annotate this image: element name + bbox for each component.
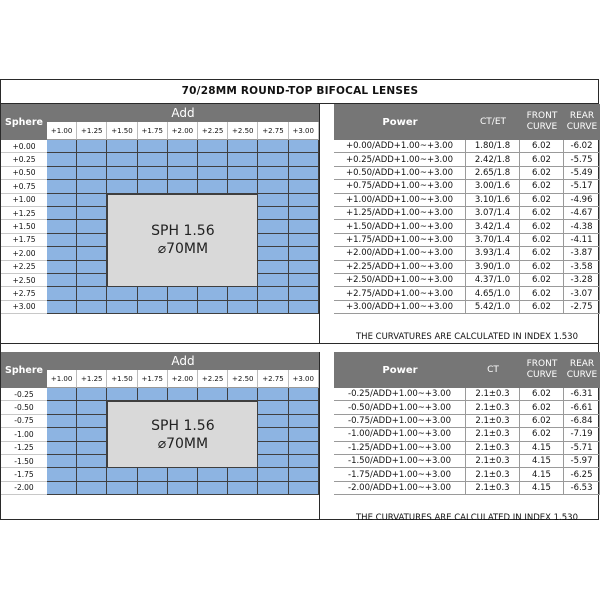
availability-cell: [168, 482, 198, 495]
table-cell: -1.50/ADD+1.00~+3.00: [334, 455, 466, 468]
availability-cell: [47, 301, 77, 314]
table-cell: -2.75: [564, 301, 600, 314]
sphere-row-label: +2.25: [1, 261, 47, 274]
column-header-0: Power: [334, 104, 466, 140]
availability-cell: [168, 153, 198, 166]
table-cell: +1.25/ADD+1.00~+3.00: [334, 207, 466, 220]
availability-cell: [198, 180, 228, 193]
sphere-row-label: -0.25: [1, 388, 47, 401]
availability-cell: [107, 468, 137, 481]
column-header-1: CT: [466, 352, 520, 388]
add-column-head: +1.25: [77, 370, 107, 388]
availability-cell: [107, 180, 137, 193]
availability-cell: [258, 287, 288, 300]
sphere-row-label: +1.00: [1, 194, 47, 207]
availability-cell: [168, 140, 198, 153]
table-cell: +0.00/ADD+1.00~+3.00: [334, 140, 466, 153]
availability-cell: [168, 180, 198, 193]
diameter-label: ⌀70MM: [157, 241, 209, 258]
sphere-row-label: -1.25: [1, 442, 47, 455]
add-column-head: +2.50: [228, 370, 258, 388]
table-cell: 2.1±0.3: [466, 401, 520, 414]
availability-cell: [77, 234, 107, 247]
sph-info-box: [107, 194, 258, 288]
availability-cell: [228, 388, 258, 401]
availability-cell: [77, 261, 107, 274]
availability-cell: [47, 220, 77, 233]
add-column-head: +2.00: [168, 122, 198, 140]
availability-cell: [77, 140, 107, 153]
availability-cell: [289, 388, 319, 401]
add-column-head: +1.75: [138, 122, 168, 140]
table-cell: +0.50/ADD+1.00~+3.00: [334, 167, 466, 180]
availability-cell: [289, 415, 319, 428]
availability-cell: [289, 180, 319, 193]
table-cell: -6.53: [564, 482, 600, 495]
availability-cell: [47, 428, 77, 441]
availability-cell: [258, 442, 288, 455]
availability-cell: [289, 468, 319, 481]
sphere-row-label: +0.50: [1, 167, 47, 180]
table-cell: 4.37/1.0: [466, 274, 520, 287]
sphere-row-label: +1.25: [1, 207, 47, 220]
table-cell: +2.25/ADD+1.00~+3.00: [334, 261, 466, 274]
sphere-row-label: +2.50: [1, 274, 47, 287]
column-header-3: REAR CURVE: [564, 352, 600, 388]
table-cell: +2.00/ADD+1.00~+3.00: [334, 247, 466, 260]
availability-cell: [47, 468, 77, 481]
index-note: THE CURVATURES ARE CALCULATED IN INDEX 1.530: [355, 332, 578, 343]
availability-cell: [138, 140, 168, 153]
sphere-row-label: +0.00: [1, 140, 47, 153]
table-cell: -0.75/ADD+1.00~+3.00: [334, 415, 466, 428]
add-column-head: +2.75: [258, 370, 288, 388]
availability-cell: [138, 287, 168, 300]
table-cell: 2.1±0.3: [466, 455, 520, 468]
table-cell: -4.96: [564, 194, 600, 207]
sphere-row-label: +3.00: [1, 301, 47, 314]
add-column-head: +2.00: [168, 370, 198, 388]
table-cell: 6.02: [520, 301, 564, 314]
availability-cell: [289, 274, 319, 287]
add-column-head: +1.25: [77, 122, 107, 140]
availability-cell: [138, 167, 168, 180]
table-cell: 5.42/1.0: [466, 301, 520, 314]
sph-label: SPH 1.56: [151, 223, 215, 240]
table-cell: -0.50/ADD+1.00~+3.00: [334, 401, 466, 414]
table-cell: 2.65/1.8: [466, 167, 520, 180]
availability-cell: [77, 388, 107, 401]
availability-cell: [168, 468, 198, 481]
availability-cell: [198, 468, 228, 481]
availability-cell: [198, 301, 228, 314]
availability-cell: [77, 482, 107, 495]
availability-cell: [107, 301, 137, 314]
diameter-label: ⌀70MM: [157, 435, 209, 452]
table-cell: 6.02: [520, 261, 564, 274]
table-cell: -1.75/ADD+1.00~+3.00: [334, 468, 466, 481]
table-cell: 4.15: [520, 482, 564, 495]
column-separator: [319, 104, 320, 343]
availability-cell: [258, 194, 288, 207]
page-title: 70/28MM ROUND-TOP BIFOCAL LENSES: [1, 80, 599, 104]
sphere-row-label: +0.25: [1, 153, 47, 166]
table-cell: 1.80/1.8: [466, 140, 520, 153]
table-cell: 6.02: [520, 287, 564, 300]
availability-cell: [47, 167, 77, 180]
availability-cell: [168, 287, 198, 300]
availability-cell: [77, 247, 107, 260]
table-cell: 6.02: [520, 401, 564, 414]
availability-cell: [47, 401, 77, 414]
table-cell: -1.00/ADD+1.00~+3.00: [334, 428, 466, 441]
add-column-head: +1.00: [47, 122, 77, 140]
availability-cell: [228, 301, 258, 314]
section-divider: [1, 343, 599, 344]
sphere-row-label: +2.00: [1, 247, 47, 260]
availability-cell: [258, 234, 288, 247]
sphere-row-label: +0.75: [1, 180, 47, 193]
availability-cell: [289, 428, 319, 441]
availability-cell: [289, 442, 319, 455]
availability-cell: [77, 274, 107, 287]
table-cell: 3.70/1.4: [466, 234, 520, 247]
availability-cell: [289, 247, 319, 260]
sphere-row-label: +1.50: [1, 220, 47, 233]
availability-cell: [289, 167, 319, 180]
table-cell: -5.97: [564, 455, 600, 468]
availability-cell: [228, 153, 258, 166]
table-cell: -3.87: [564, 247, 600, 260]
availability-cell: [228, 468, 258, 481]
availability-cell: [77, 428, 107, 441]
availability-cell: [77, 180, 107, 193]
column-header-3: REAR CURVE: [564, 104, 600, 140]
availability-cell: [47, 194, 77, 207]
table-cell: -6.84: [564, 415, 600, 428]
table-cell: 6.02: [520, 140, 564, 153]
add-column-head: +3.00: [289, 370, 319, 388]
availability-cell: [107, 388, 137, 401]
availability-cell: [47, 153, 77, 166]
table-cell: 4.15: [520, 442, 564, 455]
sphere-row-label: -1.75: [1, 468, 47, 481]
sphere-row-label: -1.00: [1, 428, 47, 441]
table-cell: 6.02: [520, 247, 564, 260]
sphere-row-label: -0.75: [1, 415, 47, 428]
availability-cell: [289, 455, 319, 468]
table-cell: 6.02: [520, 153, 564, 166]
availability-cell: [289, 140, 319, 153]
table-cell: -1.25/ADD+1.00~+3.00: [334, 442, 466, 455]
availability-cell: [107, 482, 137, 495]
availability-cell: [258, 301, 288, 314]
availability-cell: [77, 468, 107, 481]
availability-cell: [289, 301, 319, 314]
availability-cell: [77, 415, 107, 428]
table-cell: 2.1±0.3: [466, 442, 520, 455]
table-cell: 3.42/1.4: [466, 220, 520, 233]
table-cell: 2.1±0.3: [466, 428, 520, 441]
availability-cell: [47, 234, 77, 247]
table-cell: 6.02: [520, 274, 564, 287]
availability-cell: [258, 468, 288, 481]
table-cell: +1.00/ADD+1.00~+3.00: [334, 194, 466, 207]
add-column-head: +2.25: [198, 370, 228, 388]
availability-cell: [47, 207, 77, 220]
availability-cell: [289, 207, 319, 220]
availability-cell: [47, 415, 77, 428]
sphere-row-label: -1.50: [1, 455, 47, 468]
availability-cell: [258, 220, 288, 233]
table-cell: 6.02: [520, 428, 564, 441]
sphere-row-label: -2.00: [1, 482, 47, 495]
table-cell: 2.1±0.3: [466, 482, 520, 495]
table-cell: +1.75/ADD+1.00~+3.00: [334, 234, 466, 247]
availability-cell: [258, 180, 288, 193]
availability-cell: [47, 482, 77, 495]
availability-cell: [47, 261, 77, 274]
table-cell: -5.17: [564, 180, 600, 193]
availability-cell: [289, 482, 319, 495]
availability-cell: [107, 167, 137, 180]
add-column-head: +1.50: [107, 122, 137, 140]
table-cell: 2.42/1.8: [466, 153, 520, 166]
availability-cell: [47, 455, 77, 468]
availability-cell: [258, 247, 288, 260]
table-cell: -6.02: [564, 140, 600, 153]
table-cell: 6.02: [520, 234, 564, 247]
add-column-head: +2.50: [228, 122, 258, 140]
availability-cell: [258, 167, 288, 180]
availability-cell: [168, 301, 198, 314]
availability-cell: [289, 194, 319, 207]
availability-cell: [198, 167, 228, 180]
table-cell: 6.02: [520, 194, 564, 207]
table-cell: +3.00/ADD+1.00~+3.00: [334, 301, 466, 314]
availability-cell: [258, 428, 288, 441]
availability-cell: [258, 261, 288, 274]
table-cell: 3.90/1.0: [466, 261, 520, 274]
table-cell: 6.02: [520, 207, 564, 220]
table-cell: 6.02: [520, 388, 564, 401]
availability-cell: [138, 301, 168, 314]
availability-cell: [258, 153, 288, 166]
availability-cell: [168, 388, 198, 401]
availability-cell: [77, 287, 107, 300]
table-cell: +2.75/ADD+1.00~+3.00: [334, 287, 466, 300]
table-cell: -3.58: [564, 261, 600, 274]
table-cell: -7.19: [564, 428, 600, 441]
table-cell: -5.71: [564, 442, 600, 455]
availability-cell: [258, 207, 288, 220]
availability-cell: [77, 220, 107, 233]
sphere-header: Sphere: [1, 352, 47, 388]
availability-cell: [228, 140, 258, 153]
document-frame: [0, 79, 599, 524]
sph-label: SPH 1.56: [151, 417, 215, 434]
add-column-head: +1.50: [107, 370, 137, 388]
column-header-0: Power: [334, 352, 466, 388]
availability-cell: [258, 482, 288, 495]
availability-cell: [138, 180, 168, 193]
table-cell: -4.38: [564, 220, 600, 233]
availability-cell: [198, 482, 228, 495]
add-column-head: +2.75: [258, 122, 288, 140]
availability-cell: [47, 247, 77, 260]
sphere-row-label: -0.50: [1, 401, 47, 414]
availability-cell: [138, 468, 168, 481]
table-cell: -4.67: [564, 207, 600, 220]
table-cell: -5.49: [564, 167, 600, 180]
table-cell: 2.1±0.3: [466, 468, 520, 481]
availability-cell: [77, 194, 107, 207]
availability-cell: [198, 140, 228, 153]
availability-cell: [107, 287, 137, 300]
availability-cell: [228, 167, 258, 180]
table-cell: 3.93/1.4: [466, 247, 520, 260]
availability-cell: [47, 388, 77, 401]
column-separator: [319, 352, 320, 520]
availability-cell: [47, 180, 77, 193]
availability-cell: [47, 442, 77, 455]
availability-cell: [107, 140, 137, 153]
availability-cell: [258, 455, 288, 468]
table-cell: 6.02: [520, 167, 564, 180]
table-cell: 4.15: [520, 468, 564, 481]
availability-cell: [77, 442, 107, 455]
sphere-header: Sphere: [1, 104, 47, 140]
table-cell: +0.25/ADD+1.00~+3.00: [334, 153, 466, 166]
availability-cell: [289, 287, 319, 300]
table-cell: 4.15: [520, 455, 564, 468]
add-header: Add: [47, 352, 319, 370]
availability-cell: [77, 167, 107, 180]
table-cell: -6.61: [564, 401, 600, 414]
sphere-row-label: +1.75: [1, 234, 47, 247]
availability-cell: [77, 455, 107, 468]
availability-cell: [289, 234, 319, 247]
availability-cell: [77, 401, 107, 414]
availability-cell: [258, 140, 288, 153]
table-cell: 2.1±0.3: [466, 415, 520, 428]
availability-cell: [138, 482, 168, 495]
column-header-2: FRONT CURVE: [520, 104, 564, 140]
availability-cell: [198, 153, 228, 166]
availability-cell: [138, 153, 168, 166]
table-cell: -5.75: [564, 153, 600, 166]
availability-cell: [77, 153, 107, 166]
availability-cell: [138, 388, 168, 401]
table-cell: +1.50/ADD+1.00~+3.00: [334, 220, 466, 233]
sphere-row-label: +2.75: [1, 287, 47, 300]
availability-cell: [258, 274, 288, 287]
availability-cell: [228, 180, 258, 193]
table-cell: 3.00/1.6: [466, 180, 520, 193]
availability-cell: [47, 287, 77, 300]
table-cell: +2.50/ADD+1.00~+3.00: [334, 274, 466, 287]
availability-cell: [258, 415, 288, 428]
add-column-head: +1.75: [138, 370, 168, 388]
table-cell: 6.02: [520, 220, 564, 233]
availability-cell: [198, 388, 228, 401]
availability-cell: [198, 287, 228, 300]
availability-cell: [107, 153, 137, 166]
table-cell: 6.02: [520, 180, 564, 193]
table-cell: -2.00/ADD+1.00~+3.00: [334, 482, 466, 495]
availability-cell: [289, 153, 319, 166]
availability-cell: [228, 287, 258, 300]
index-note: THE CURVATURES ARE CALCULATED IN INDEX 1.530: [355, 513, 578, 524]
column-header-1: CT/ET: [466, 104, 520, 140]
availability-cell: [258, 388, 288, 401]
add-header: Add: [47, 104, 319, 122]
availability-cell: [47, 140, 77, 153]
availability-cell: [228, 482, 258, 495]
availability-cell: [289, 220, 319, 233]
availability-cell: [77, 301, 107, 314]
column-header-2: FRONT CURVE: [520, 352, 564, 388]
table-cell: -3.07: [564, 287, 600, 300]
table-cell: -4.11: [564, 234, 600, 247]
availability-cell: [47, 274, 77, 287]
table-cell: 4.65/1.0: [466, 287, 520, 300]
sph-info-box: [107, 401, 258, 468]
availability-cell: [168, 167, 198, 180]
availability-cell: [289, 401, 319, 414]
availability-cell: [258, 401, 288, 414]
availability-cell: [77, 207, 107, 220]
add-column-head: +3.00: [289, 122, 319, 140]
table-cell: 2.1±0.3: [466, 388, 520, 401]
table-cell: -6.31: [564, 388, 600, 401]
availability-cell: [289, 261, 319, 274]
table-cell: 3.07/1.4: [466, 207, 520, 220]
table-cell: 6.02: [520, 415, 564, 428]
table-cell: 3.10/1.6: [466, 194, 520, 207]
add-column-head: +1.00: [47, 370, 77, 388]
table-cell: +0.75/ADD+1.00~+3.00: [334, 180, 466, 193]
add-column-head: +2.25: [198, 122, 228, 140]
table-cell: -3.28: [564, 274, 600, 287]
table-cell: -0.25/ADD+1.00~+3.00: [334, 388, 466, 401]
table-cell: -6.25: [564, 468, 600, 481]
